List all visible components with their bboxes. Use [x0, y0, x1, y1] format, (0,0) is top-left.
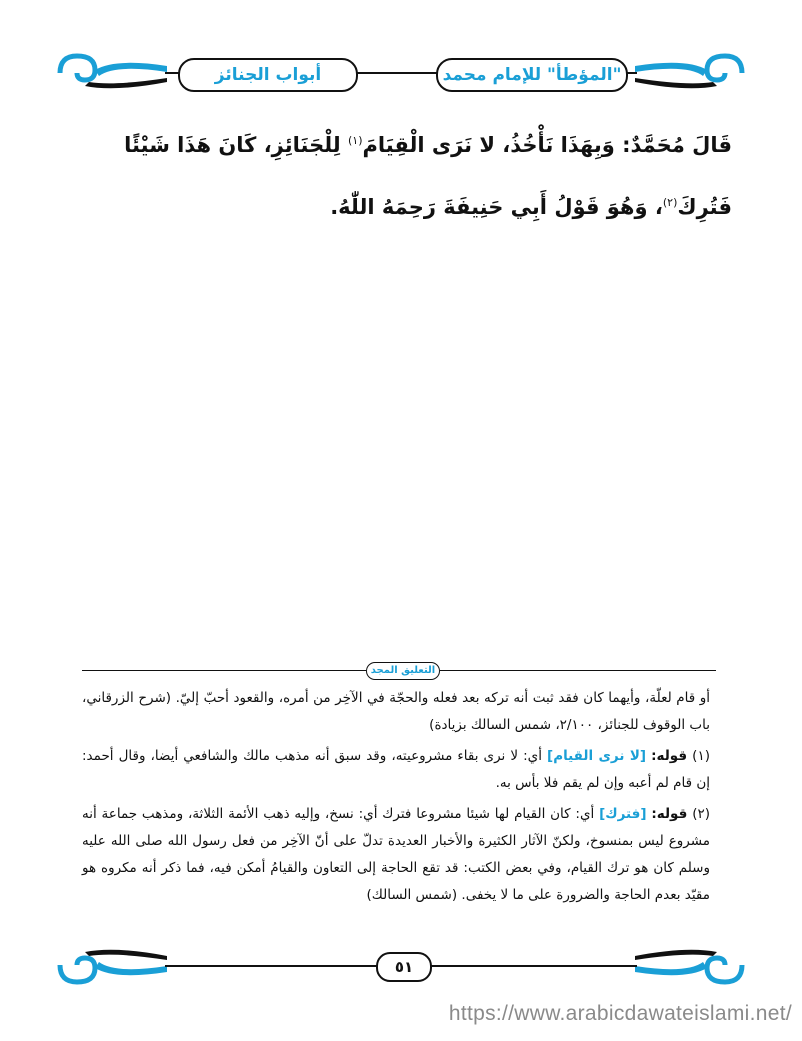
footnote-1-quote: [لا نرى القيام] — [547, 748, 647, 764]
footnote-1-number: (١) — [692, 748, 710, 764]
header-right-title: "المؤطأ" للإمام محمد — [436, 58, 628, 92]
right-ornament-icon — [632, 48, 747, 98]
footnote-2-lead: قوله: — [651, 806, 688, 822]
footnote-continuation: أو قام لعلّة، وأيهما كان فقد ثبت أنه تركه بعد فعله والحجّة في الآخِر من أمره، والقعود أحبّ إليّ. (شرح الزرقاني، باب الوقوف للجنائز، ٢/١٠٠، شمس السالك بزيادة) — [82, 690, 710, 733]
footnote-rule-right — [440, 670, 716, 671]
main-paragraph — [60, 112, 732, 236]
footer-left-ornament-icon — [55, 940, 170, 990]
header-left-title: أبواب الجنائز — [178, 58, 358, 92]
footnote-section-label: التعليق المجد — [366, 662, 440, 680]
footnote-rule-left — [82, 670, 366, 671]
footer-right-ornament-icon — [632, 940, 747, 990]
main-text-part1: قَالَ مُحَمَّدٌ: وَبِهَذَا نَأْخُذُ، لا نَرَى الْقِيَامَ — [362, 133, 732, 157]
footnote-1 — [82, 743, 710, 797]
footnote-2 — [82, 801, 710, 909]
footnote-2-number: (٢) — [692, 806, 711, 822]
left-ornament-icon — [55, 48, 170, 98]
source-url[interactable]: https://www.arabicdawateislami.net/ — [448, 1002, 792, 1025]
main-text-part2: لِلْجَنَائِزِ، كَانَ هَذَا شَيْئًا فَتُرِكَ — [124, 133, 732, 219]
footnote-1-text: أي: لا نرى بقاء مشروعيته، وقد سبق أنه مذهب مالك والشافعي أيضا، وقال أحمد: إن قام لم أعبه وإن لم يقم فلا بأس به. — [82, 748, 710, 791]
footnote-ref-2[interactable]: (٢) — [662, 196, 678, 209]
footnote-2-quote: [فترك] — [599, 806, 647, 822]
footnotes-block — [82, 685, 710, 909]
footnote-2-text: أي: كان القيام لها شيئا مشروعا فترك أي: نسخ، وإليه ذهب الأئمة الثلاثة، ومذهب جماعة أنه مشروع ليس بمنسوخ، ولكنّ الآثار الكثيرة والأخبار العديدة تدلّ على أنّ الآخِر من فعل رسول الله صلى الله عليه وسلم كان هو ترك القيام، وفي بعض الكتب: قد تقع الحاجة إلى التعاون والقيامُ أمكن فيه، فما ذكر أنه مكروه هو مقيّد بعدم الحاجة والضرورة على ما لا يخفى. (شمس السالك) — [82, 806, 710, 903]
main-text-part3: ، وَهُوَ قَوْلُ أَبِي حَنِيفَةَ رَحِمَهُ اللّٰهُ. — [330, 195, 663, 219]
footnote-1-lead: قوله: — [651, 748, 688, 764]
page-number: ٥١ — [376, 952, 432, 982]
footnote-ref-1[interactable]: (١) — [347, 134, 363, 147]
